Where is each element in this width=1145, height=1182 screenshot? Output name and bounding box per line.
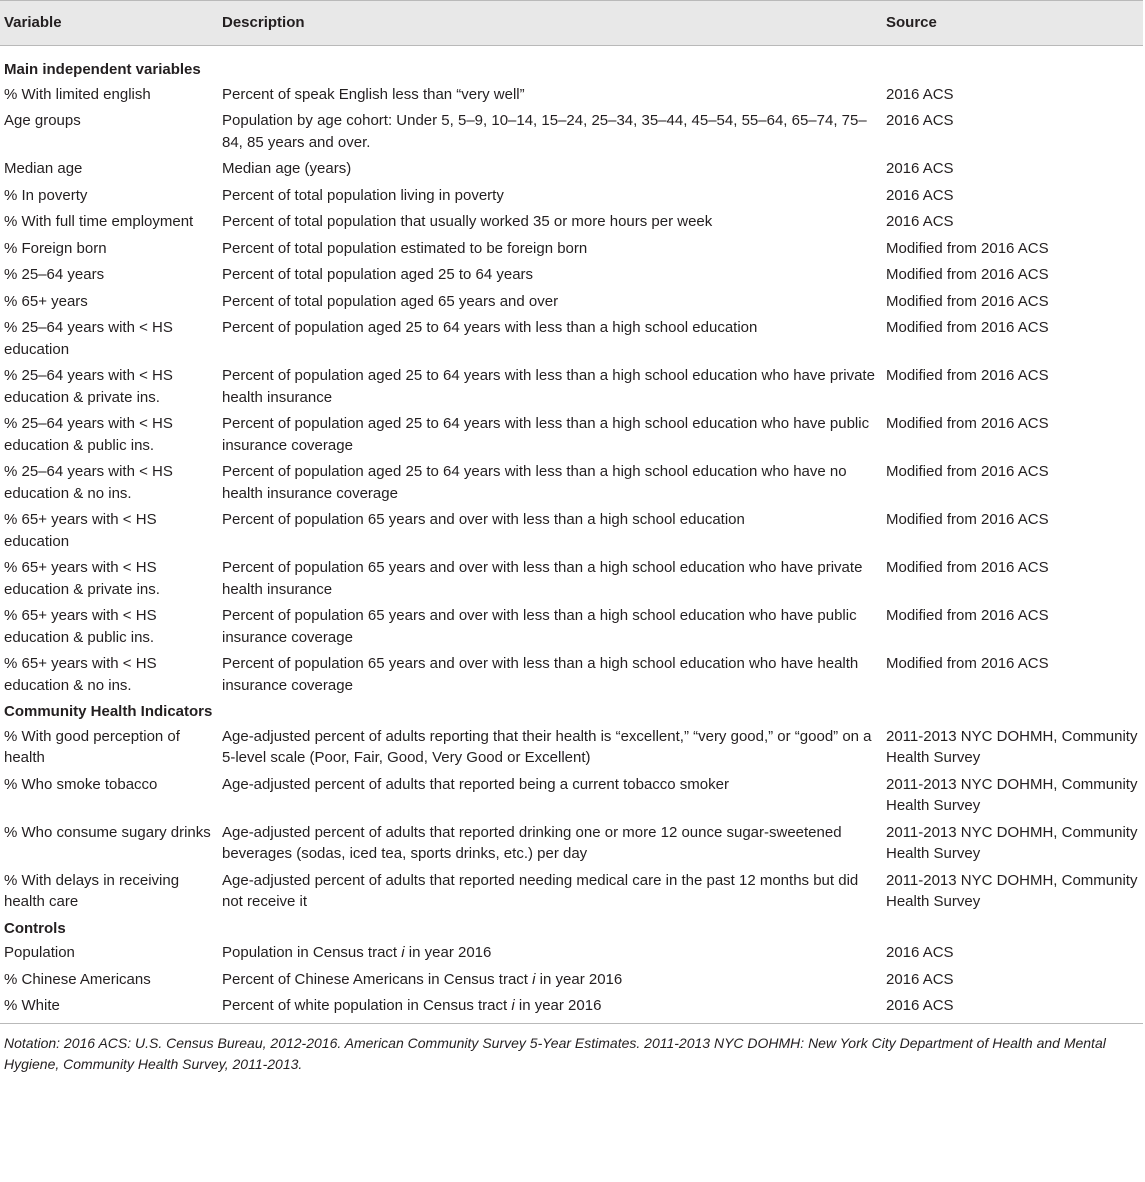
header-row [0,1,1143,46]
cell-source: 2011-2013 NYC DOHMH, Community Health Survey [886,727,1138,766]
cell-variable: % Who consume sugary drinks [4,823,211,841]
table-row [0,289,1143,316]
cell-description: Percent of total population aged 65 years and over [222,292,559,310]
table-row [0,940,1143,967]
table-row [0,820,1143,868]
cell-variable: % White [0,993,218,1023]
table-row [0,993,1143,1023]
table-row [0,82,1143,109]
cell-source: 2011-2013 NYC DOHMH, Community Health Survey [886,871,1138,910]
table-row [0,183,1143,210]
cell-variable: % 25–64 years with < HS education [4,319,173,358]
section-spacer [882,46,1143,82]
table-row [0,651,1143,699]
cell-description: Population in Census tract i in year 2016 [222,944,492,961]
header-variable: Variable [0,1,218,46]
section-spacer [882,916,1143,941]
table-row [0,262,1143,289]
section-title: Main independent variables [4,61,201,78]
table-row [0,868,1143,916]
cell-description: Percent of Chinese Americans in Census tract i in year 2016 [222,970,623,988]
header-source: Source [882,1,1143,46]
cell-source: Modified from 2016 ACS [886,415,1049,432]
table-row [0,459,1143,507]
section-row [0,916,1143,941]
cell-description: Percent of population aged 25 to 64 years with less than a high school education who have private health insurance [222,367,875,406]
cell-variable: Median age [4,160,83,177]
cell-source: 2016 ACS [882,993,1143,1023]
cell-source: Modified from 2016 ACS [886,559,1049,576]
cell-description: Percent of population 65 years and over with less than a high school education who have public insurance coverage [222,607,857,646]
table-row [0,315,1143,363]
table-row [0,603,1143,651]
cell-source: 2016 ACS [886,186,954,204]
math-variable: i [511,997,515,1014]
cell-source: 2016 ACS [886,213,954,230]
cell-variable: % Who smoke tobacco [4,775,158,793]
table-body [0,46,1143,1024]
cell-description: Percent of white population in Census tract i in year 2016 [218,993,882,1023]
cell-source: Modified from 2016 ACS [886,292,1049,310]
table-header [0,1,1143,46]
cell-variable: % 65+ years with < HS education & private ins. [4,559,160,598]
cell-description: Percent of population aged 25 to 64 years with less than a high school education who have no health insurance coverage [222,463,847,502]
cell-variable: % With delays in receiving health care [4,871,180,910]
cell-variable: % 25–64 years with < HS education & public ins. [4,415,173,454]
section-spacer [218,916,882,941]
cell-description: Median age (years) [222,160,352,177]
cell-description: Population by age cohort: Under 5, 5–9, 10–14, 15–24, 25–34, 35–44, 45–54, 55–64, 65–74, 75–84, 85 years and over. [222,112,867,151]
table-row [0,507,1143,555]
section-row [0,46,1143,82]
cell-source: 2016 ACS [886,160,954,177]
table-row [0,967,1143,994]
cell-description: Percent of total population aged 25 to 64 years [222,266,534,283]
cell-variable: % In poverty [4,186,88,204]
cell-variable: % With full time employment [4,213,194,230]
section-title: Controls [4,919,66,937]
table-footnote: Notation: 2016 ACS: U.S. Census Bureau, 2012-2016. American Community Survey 5-Year Estimates. 2011-2013 NYC DOHMH: New York City Department of Health and Mental Hygiene, Community Health Survey, 2011-2013. [4,1034,1106,1072]
cell-source: 2011-2013 NYC DOHMH, Community Health Survey [886,823,1138,862]
cell-variable: % 65+ years with < HS education & public ins. [4,607,157,646]
cell-variable: % With good perception of health [4,727,180,766]
cell-variable: Age groups [4,112,81,129]
table-row [0,156,1143,183]
cell-source: Modified from 2016 ACS [886,367,1049,384]
cell-variable: % 65+ years with < HS education [4,511,157,550]
cell-source: Modified from 2016 ACS [886,607,1049,624]
cell-variable: % Foreign born [4,239,107,257]
cell-source: Modified from 2016 ACS [886,319,1049,336]
section-spacer [218,699,882,724]
cell-description: Percent of speak English less than “very well” [222,85,525,103]
cell-description: Percent of population 65 years and over with less than a high school education [222,511,745,528]
cell-description: Age-adjusted percent of adults that reported drinking one or more 12 ounce sugar-sweetened beverages (sodas, iced tea, sports drinks, etc.) per day [222,823,842,862]
math-variable: i [401,944,405,961]
cell-variable: Population [4,944,75,961]
cell-description: Percent of population aged 25 to 64 years with less than a high school education [222,319,758,336]
cell-description: Percent of population 65 years and over with less than a high school education who have private health insurance [222,559,863,598]
cell-description: Percent of total population living in poverty [222,186,504,204]
cell-variable: % 65+ years with < HS education & no ins. [4,655,157,694]
cell-source: 2011-2013 NYC DOHMH, Community Health Survey [886,775,1138,814]
cell-description: Percent of total population estimated to be foreign born [222,239,588,257]
cell-description: Percent of population 65 years and over with less than a high school education who have health insurance coverage [222,655,859,694]
table-row [0,363,1143,411]
cell-source: 2016 ACS [886,85,954,103]
cell-source: 2016 ACS [886,112,954,129]
section-row [0,699,1143,724]
cell-variable: % 25–64 years with < HS education & private ins. [4,367,173,406]
cell-source: Modified from 2016 ACS [886,239,1049,257]
cell-variable: % 25–64 years with < HS education & no ins. [4,463,173,502]
table-row [0,555,1143,603]
cell-description: Age-adjusted percent of adults reporting that their health is “excellent,” “very good,” or “good” on a 5-level scale (Poor, Fair, Good, Very Good or Excellent) [222,727,872,766]
cell-source: 2016 ACS [886,970,954,988]
cell-source: 2016 ACS [886,944,954,961]
cell-source: Modified from 2016 ACS [886,266,1049,283]
cell-variable: % Chinese Americans [4,970,151,988]
math-variable: i [532,970,536,988]
table-row [0,411,1143,459]
section-spacer [218,46,882,82]
section-spacer [882,699,1143,724]
section-title: Community Health Indicators [4,703,213,720]
table-row [0,108,1143,156]
table-row [0,724,1143,772]
table-row [0,236,1143,263]
table-row [0,209,1143,236]
cell-source: Modified from 2016 ACS [886,655,1049,672]
cell-variable: % With limited english [4,85,151,103]
cell-description: Percent of population aged 25 to 64 years with less than a high school education who have public insurance coverage [222,415,870,454]
cell-description: Age-adjusted percent of adults that reported being a current tobacco smoker [222,775,729,793]
cell-source: Modified from 2016 ACS [886,463,1049,480]
header-description: Description [218,1,882,46]
cell-description: Percent of total population that usually worked 35 or more hours per week [222,213,713,230]
cell-variable: % 25–64 years [4,266,105,283]
cell-description: Age-adjusted percent of adults that reported needing medical care in the past 12 months but did not receive it [222,871,859,910]
cell-variable: % 65+ years [4,292,88,310]
table-row [0,772,1143,820]
cell-source: Modified from 2016 ACS [886,511,1049,528]
